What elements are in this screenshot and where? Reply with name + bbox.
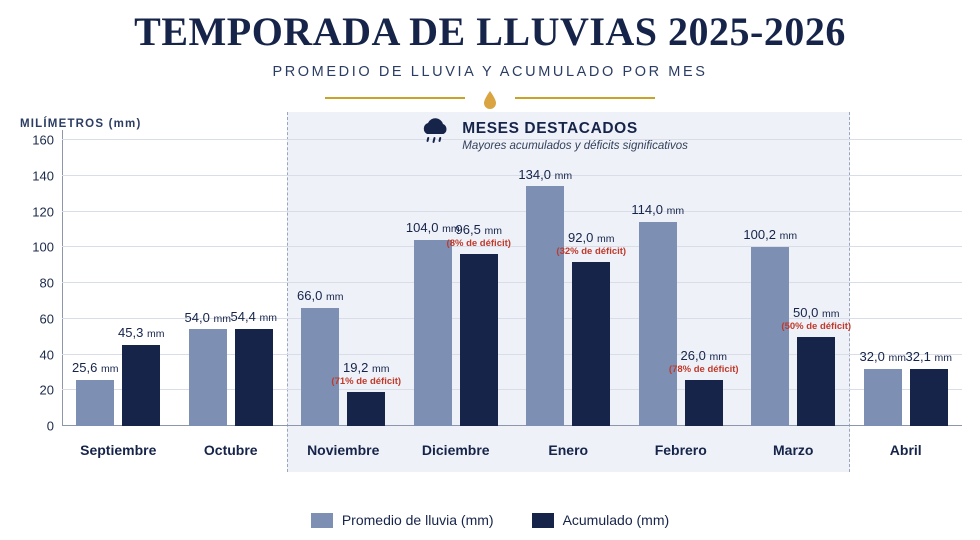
page-subtitle: PROMEDIO DE LLUVIA Y ACUMULADO POR MES xyxy=(272,64,708,80)
y-axis-tick: 140 xyxy=(32,168,54,184)
legend-label: Promedio de lluvia (mm) xyxy=(341,512,494,528)
y-axis-tick: 60 xyxy=(39,311,54,327)
x-axis-label: Enero xyxy=(548,442,589,458)
x-axis-label: Febrero xyxy=(654,442,707,458)
bar-group xyxy=(62,140,175,426)
deficit-label: (50% de déficit) xyxy=(781,320,852,332)
bar-promedio[interactable] xyxy=(518,166,573,426)
bar-group xyxy=(850,140,963,426)
legend-label: Acumulado (mm) xyxy=(562,512,670,528)
bar-group xyxy=(625,140,738,426)
bar-value-label: 50,0 mm (50% de déficit) xyxy=(781,304,852,332)
bar-value-label: 26,0 mm (78% de déficit) xyxy=(668,347,739,375)
bar-promedio[interactable] xyxy=(184,309,231,426)
callout-subtitle: Mayores acumulados y déficits significativos xyxy=(462,139,688,152)
chart xyxy=(0,112,980,472)
y-axis-tick: 40 xyxy=(39,347,54,362)
x-axis-labels xyxy=(62,442,962,458)
bar-promedio[interactable] xyxy=(859,348,906,426)
bar-groups xyxy=(62,140,962,426)
deficit-label: (8% de déficit) xyxy=(446,237,511,249)
bar-group xyxy=(400,140,513,426)
bar-promedio[interactable] xyxy=(72,360,119,426)
bar-value-label: 100,2 mm xyxy=(743,226,798,242)
bar-promedio[interactable] xyxy=(405,220,460,426)
legend-item[interactable] xyxy=(532,512,670,528)
y-axis-title: MILÍMETROS (mm) xyxy=(20,118,142,130)
bar-promedio[interactable] xyxy=(631,202,685,426)
bar-acumulado[interactable] xyxy=(230,308,277,426)
bar-value-label: 134,0 mm xyxy=(518,166,573,182)
header xyxy=(0,0,980,104)
bar-group xyxy=(512,140,625,426)
bar-value-label: 32,0 mm xyxy=(859,348,906,364)
bar-acumulado[interactable] xyxy=(905,348,952,426)
deficit-label: (32% de déficit) xyxy=(556,245,627,257)
y-axis-tick: 80 xyxy=(39,275,54,291)
y-axis-tick: 0 xyxy=(46,418,54,434)
bar-value-label: 54,4 mm xyxy=(230,308,277,324)
x-axis-label: Septiembre xyxy=(80,442,157,458)
divider-line-right xyxy=(515,97,655,99)
plot-area xyxy=(32,132,962,434)
bar-acumulado[interactable] xyxy=(556,229,627,426)
bar-promedio[interactable] xyxy=(743,226,798,426)
bar-acumulado[interactable] xyxy=(781,304,852,426)
y-axis-tick: 20 xyxy=(39,382,54,398)
bar-value-label: 114,0 mm xyxy=(631,202,685,218)
bar-value-label: 96,5 mm (8% de déficit) xyxy=(446,221,511,249)
bar-value-label: 104,0 mm xyxy=(405,220,460,236)
legend xyxy=(0,512,980,528)
bar-group xyxy=(175,140,288,426)
bar-value-label: 32,1 mm xyxy=(905,348,952,364)
bar-group xyxy=(737,140,850,426)
y-axis-tick: 120 xyxy=(32,204,54,219)
legend-swatch xyxy=(532,513,554,528)
rain-cloud-icon xyxy=(418,118,452,153)
page-title: TEMPORADA DE LLUVIAS 2025-2026 xyxy=(134,9,846,54)
x-axis-label: Diciembre xyxy=(421,442,490,458)
bar-acumulado[interactable] xyxy=(668,347,739,426)
x-axis-label: Octubre xyxy=(203,442,258,458)
bar-value-label: 92,0 mm (32% de déficit) xyxy=(556,229,627,257)
bar-value-label: 45,3 mm xyxy=(118,325,165,341)
divider-line-left xyxy=(325,97,465,99)
y-axis-tick: 160 xyxy=(32,132,54,148)
bar-value-label: 54,0 mm xyxy=(184,309,231,325)
bar-acumulado[interactable] xyxy=(446,221,511,426)
legend-item[interactable] xyxy=(311,512,494,528)
callout-meses-destacados xyxy=(418,118,688,153)
callout-title: MESES DESTACADOS xyxy=(462,119,638,137)
bar-acumulado[interactable] xyxy=(118,325,165,426)
divider xyxy=(325,90,655,104)
x-axis-label: Noviembre xyxy=(307,442,380,458)
x-axis-label: Marzo xyxy=(773,442,814,458)
deficit-label: (78% de déficit) xyxy=(668,363,739,375)
y-axis-tick: 100 xyxy=(32,239,54,255)
x-axis-label: Abril xyxy=(889,442,922,458)
bar-value-label: 25,6 mm xyxy=(72,360,119,376)
bar-value-label: 19,2 mm (71% de déficit) xyxy=(331,359,402,387)
deficit-label: (71% de déficit) xyxy=(331,375,402,387)
bar-acumulado[interactable] xyxy=(331,359,402,426)
legend-swatch xyxy=(311,513,333,528)
bar-group xyxy=(287,140,400,426)
bar-value-label: 66,0 mm xyxy=(297,288,344,304)
